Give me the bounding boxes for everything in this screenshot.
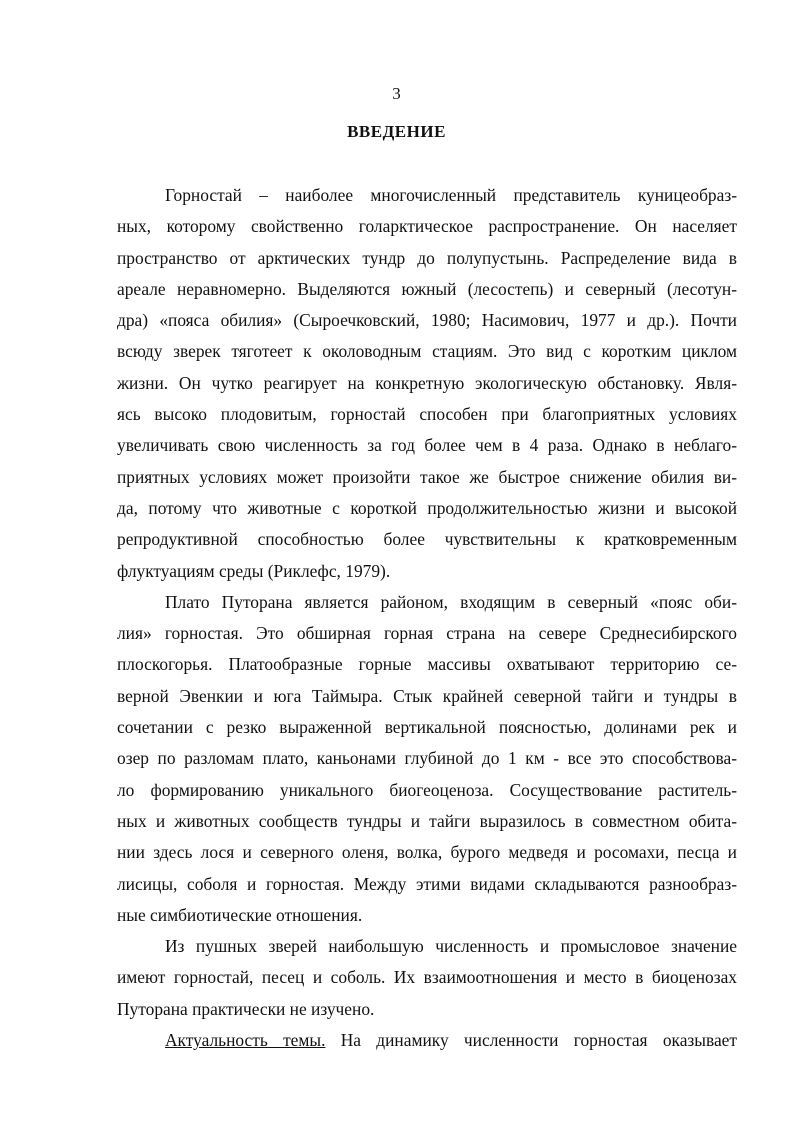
text-line: лия» горностая. Это обширная горная страна на севере Среднесибирского xyxy=(117,623,737,644)
text-line: пространство от арктических тундр до полупустынь. Распределение вида в xyxy=(117,247,737,268)
text-line: лисицы, соболя и горностая. Между этими видами складываются разнообраз- xyxy=(117,873,737,894)
text-line: да, потому что животные с короткой продолжительностью жизни и высокой xyxy=(117,497,737,518)
text-line xyxy=(117,1025,737,1056)
text-line: приятных условиях может произойти такое же быстрое снижение обилия ви- xyxy=(117,466,737,487)
paragraph-4 xyxy=(117,1025,737,1056)
text-fragment: На динамику численности горностая оказывает xyxy=(325,1030,737,1051)
text-line: верной Эвенкии и юга Таймыра. Стык крайней северной тайги и тундры в xyxy=(117,685,737,706)
text-line: ясь высоко плодовитым, горностай способен при благоприятных условиях xyxy=(117,404,737,425)
text-line: увеличивать свою численность за год более чем в 4 раза. Однако в неблаго- xyxy=(117,435,737,456)
text-line: Из пушных зверей наибольшую численность и промысловое значение xyxy=(165,936,737,957)
page-number: 3 xyxy=(392,84,401,103)
text-line: озер по разломам плато, каньонами глубиной до 1 км - все это способствова- xyxy=(117,748,737,769)
paragraph-3 xyxy=(117,931,737,1025)
text-line: Плато Путорана является районом, входящим в северный «пояс оби- xyxy=(165,591,737,612)
paragraph-1 xyxy=(117,180,737,587)
text-line: ных и животных сообществ тундры и тайги выразилось в совместном обита- xyxy=(117,810,737,831)
text-line: всюду зверек тяготеет к околоводным стациям. Это вид с коротким циклом xyxy=(117,341,737,362)
text-line: плоскогорья. Платообразные горные массивы охватывают территорию се- xyxy=(117,654,737,675)
text-line: репродуктивной способностью более чувствительны к кратковременным xyxy=(117,529,737,550)
text-line: имеют горностай, песец и соболь. Их взаимоотношения и место в биоценозах xyxy=(117,967,737,988)
section-label: Актуальность темы. xyxy=(165,1030,326,1051)
text-line: флуктуациям среды (Риклефс, 1979). xyxy=(117,560,391,581)
text-line: сочетании с резко выраженной вертикальной поясностью, долинами рек и xyxy=(117,717,737,738)
text-line: ных, которому свойственно голарктическое распространение. Он населяет xyxy=(117,216,737,237)
paragraph-2 xyxy=(117,587,737,931)
text-line: жизни. Он чутко реагирует на конкретную экологическую обстановку. Явля- xyxy=(117,372,737,393)
text-line: Путорана практически не изучено. xyxy=(117,998,375,1019)
text-line: нии здесь лося и северного оленя, волка, бурого медведя и росомахи, песца и xyxy=(117,842,737,863)
text-line: ные симбиотические отношения. xyxy=(117,904,363,925)
text-line: Горностай – наиболее многочисленный представитель куницеобраз- xyxy=(165,185,737,205)
text-line: ареале неравномерно. Выделяются южный (лесостепь) и северный (лесотун- xyxy=(117,278,737,299)
page-title: ВВЕДЕНИЕ xyxy=(347,122,446,141)
text-line: дра) «пояса обилия» (Сыроечковский, 1980; Насимович, 1977 и др.). Почти xyxy=(117,310,737,331)
document-body xyxy=(117,180,737,1056)
text-line: ло формированию уникального биогеоценоза. Сосуществование раститель- xyxy=(117,779,737,800)
